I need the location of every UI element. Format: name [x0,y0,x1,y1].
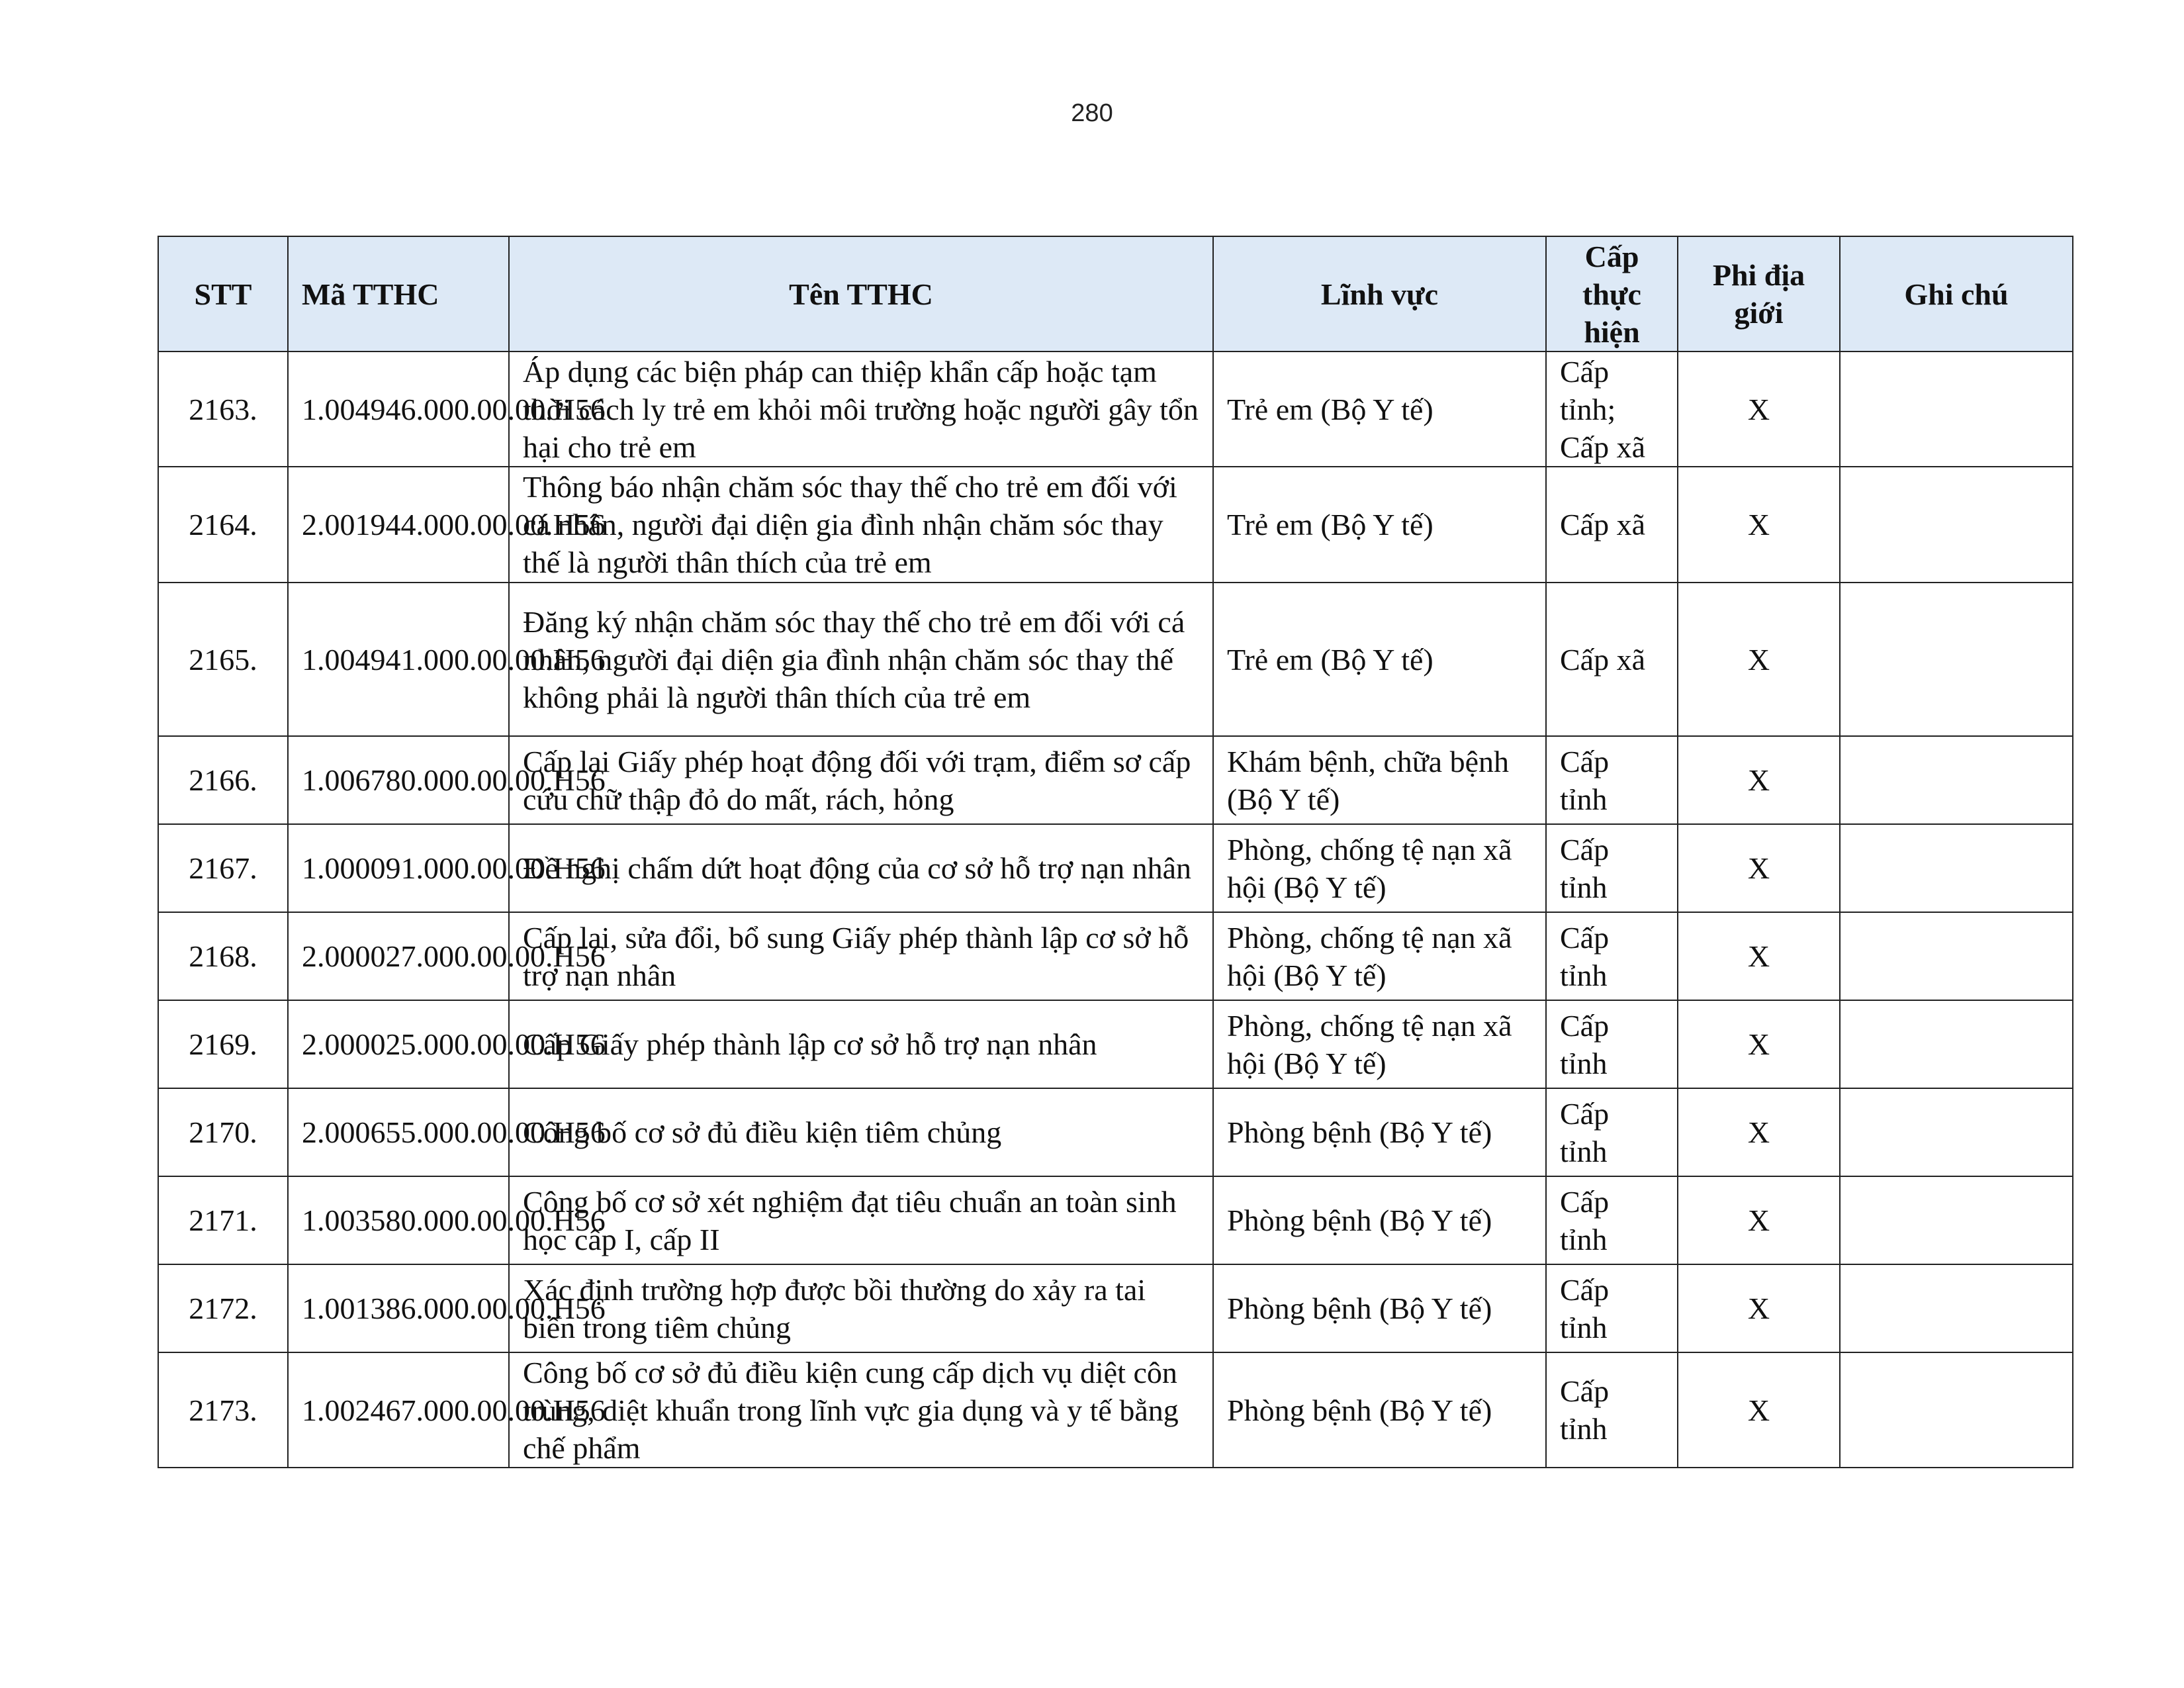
cell-phi-dia-gioi: X [1678,467,1840,583]
cell-phi-dia-gioi: X [1678,1176,1840,1264]
header-stt: STT [158,236,288,352]
cell-linh-vuc: Phòng, chống tệ nạn xã hội (Bộ Y tế) [1213,1000,1546,1088]
cell-cap-thuc-hien: Cấp tỉnh [1546,824,1678,912]
table-row [158,583,2073,736]
cell-linh-vuc: Phòng, chống tệ nạn xã hội (Bộ Y tế) [1213,824,1546,912]
cell-phi-dia-gioi: X [1678,1088,1840,1176]
table-row [158,467,2073,583]
procedures-table [158,236,2073,1468]
cell-cap-thuc-hien: Cấp tỉnh [1546,1264,1678,1352]
cell-phi-dia-gioi: X [1678,1000,1840,1088]
cell-ghi-chu [1840,1088,2073,1176]
cell-cap-thuc-hien: Cấp tỉnh [1546,912,1678,1000]
table-row [158,1352,2073,1468]
cell-ghi-chu [1840,1000,2073,1088]
table-row [158,1000,2073,1088]
cell-stt: 2166. [158,736,288,824]
cell-linh-vuc: Khám bệnh, chữa bệnh (Bộ Y tế) [1213,736,1546,824]
cell-ghi-chu [1840,583,2073,736]
cell-linh-vuc: Trẻ em (Bộ Y tế) [1213,352,1546,467]
cell-ma-tthc: 2.000655.000.00.00.H56 [288,1088,509,1176]
cell-ma-tthc: 1.006780.000.00.00.H56 [288,736,509,824]
cell-ten-tthc: Công bố cơ sở đủ điều kiện tiêm chủng [509,1088,1213,1176]
cell-linh-vuc: Phòng bệnh (Bộ Y tế) [1213,1088,1546,1176]
cell-stt: 2165. [158,583,288,736]
cell-ten-tthc: Xác định trường hợp được bồi thường do xảy ra tai biến trong tiêm chủng [509,1264,1213,1352]
cell-phi-dia-gioi: X [1678,1352,1840,1468]
cell-stt: 2173. [158,1352,288,1468]
cell-ghi-chu [1840,352,2073,467]
cell-ghi-chu [1840,467,2073,583]
cell-ten-tthc: Áp dụng các biện pháp can thiệp khẩn cấp hoặc tạm thời cách ly trẻ em khỏi môi trường hoặc người gây tổn hại cho trẻ em [509,352,1213,467]
table-row [158,1088,2073,1176]
page-number: 280 [1071,99,1113,127]
cell-cap-thuc-hien: Cấp tỉnh [1546,736,1678,824]
cell-cap-thuc-hien: Cấp tỉnh [1546,1088,1678,1176]
cell-phi-dia-gioi: X [1678,1264,1840,1352]
cell-ma-tthc: 1.002467.000.00.00.H56 [288,1352,509,1468]
header-cap-thuc-hien: Cấp thực hiện [1546,236,1678,352]
cell-ghi-chu [1840,1352,2073,1468]
table-row [158,352,2073,467]
cell-linh-vuc: Phòng bệnh (Bộ Y tế) [1213,1176,1546,1264]
cell-stt: 2172. [158,1264,288,1352]
cell-ten-tthc: Cấp lại Giấy phép hoạt động đối với trạm, điểm sơ cấp cứu chữ thập đỏ do mất, rách, hỏng [509,736,1213,824]
cell-ten-tthc: Cấp Giấy phép thành lập cơ sở hỗ trợ nạn nhân [509,1000,1213,1088]
cell-phi-dia-gioi: X [1678,736,1840,824]
header-ten-tthc: Tên TTHC [509,236,1213,352]
cell-ten-tthc: Đề nghị chấm dứt hoạt động của cơ sở hỗ trợ nạn nhân [509,824,1213,912]
table-row [158,1264,2073,1352]
cell-ten-tthc: Thông báo nhận chăm sóc thay thế cho trẻ em đối với cá nhân, người đại diện gia đình nhận chăm sóc thay thế là người thân thích của trẻ em [509,467,1213,583]
cell-phi-dia-gioi: X [1678,352,1840,467]
cell-ten-tthc: Cấp lại, sửa đổi, bổ sung Giấy phép thành lập cơ sở hỗ trợ nạn nhân [509,912,1213,1000]
cell-stt: 2163. [158,352,288,467]
cell-ghi-chu [1840,824,2073,912]
table-row [158,1176,2073,1264]
cell-stt: 2168. [158,912,288,1000]
cell-ten-tthc: Công bố cơ sở đủ điều kiện cung cấp dịch vụ diệt côn trùng, diệt khuẩn trong lĩnh vực gia dụng và y tế bằng chế phẩm [509,1352,1213,1468]
cell-ghi-chu [1840,1264,2073,1352]
cell-ghi-chu [1840,912,2073,1000]
header-ma-tthc: Mã TTHC [288,236,509,352]
cell-stt: 2167. [158,824,288,912]
cell-phi-dia-gioi: X [1678,912,1840,1000]
cell-cap-thuc-hien: Cấp tỉnh [1546,1352,1678,1468]
header-linh-vuc: Lĩnh vực [1213,236,1546,352]
cell-cap-thuc-hien: Cấp tỉnh; Cấp xã [1546,352,1678,467]
cell-linh-vuc: Phòng bệnh (Bộ Y tế) [1213,1352,1546,1468]
cell-linh-vuc: Phòng bệnh (Bộ Y tế) [1213,1264,1546,1352]
cell-linh-vuc: Phòng, chống tệ nạn xã hội (Bộ Y tế) [1213,912,1546,1000]
cell-phi-dia-gioi: X [1678,824,1840,912]
cell-stt: 2171. [158,1176,288,1264]
cell-ten-tthc: Đăng ký nhận chăm sóc thay thế cho trẻ em đối với cá nhân, người đại diện gia đình nhận chăm sóc thay thế không phải là người thân thích của trẻ em [509,583,1213,736]
cell-ma-tthc: 1.000091.000.00.00.H56 [288,824,509,912]
table-row [158,824,2073,912]
cell-cap-thuc-hien: Cấp tỉnh [1546,1000,1678,1088]
header-phi-dia-gioi: Phi địa giới [1678,236,1840,352]
cell-ma-tthc: 1.001386.000.00.00.H56 [288,1264,509,1352]
cell-stt: 2169. [158,1000,288,1088]
table-row [158,736,2073,824]
table-row [158,912,2073,1000]
cell-phi-dia-gioi: X [1678,583,1840,736]
cell-ma-tthc: 2.000025.000.00.00.H56 [288,1000,509,1088]
cell-ma-tthc: 2.001944.000.00.00.H56 [288,467,509,583]
cell-ma-tthc: 1.003580.000.00.00.H56 [288,1176,509,1264]
cell-ghi-chu [1840,1176,2073,1264]
cell-ten-tthc: Công bố cơ sở xét nghiệm đạt tiêu chuẩn an toàn sinh học cấp I, cấp II [509,1176,1213,1264]
cell-linh-vuc: Trẻ em (Bộ Y tế) [1213,467,1546,583]
cell-ghi-chu [1840,736,2073,824]
cell-stt: 2170. [158,1088,288,1176]
cell-stt: 2164. [158,467,288,583]
header-ghi-chu: Ghi chú [1840,236,2073,352]
table-header-row [158,236,2073,352]
cell-ma-tthc: 1.004941.000.00.00.H56 [288,583,509,736]
cell-cap-thuc-hien: Cấp tỉnh [1546,1176,1678,1264]
cell-ma-tthc: 2.000027.000.00.00.H56 [288,912,509,1000]
cell-linh-vuc: Trẻ em (Bộ Y tế) [1213,583,1546,736]
cell-ma-tthc: 1.004946.000.00.00.H56 [288,352,509,467]
cell-cap-thuc-hien: Cấp xã [1546,467,1678,583]
cell-cap-thuc-hien: Cấp xã [1546,583,1678,736]
